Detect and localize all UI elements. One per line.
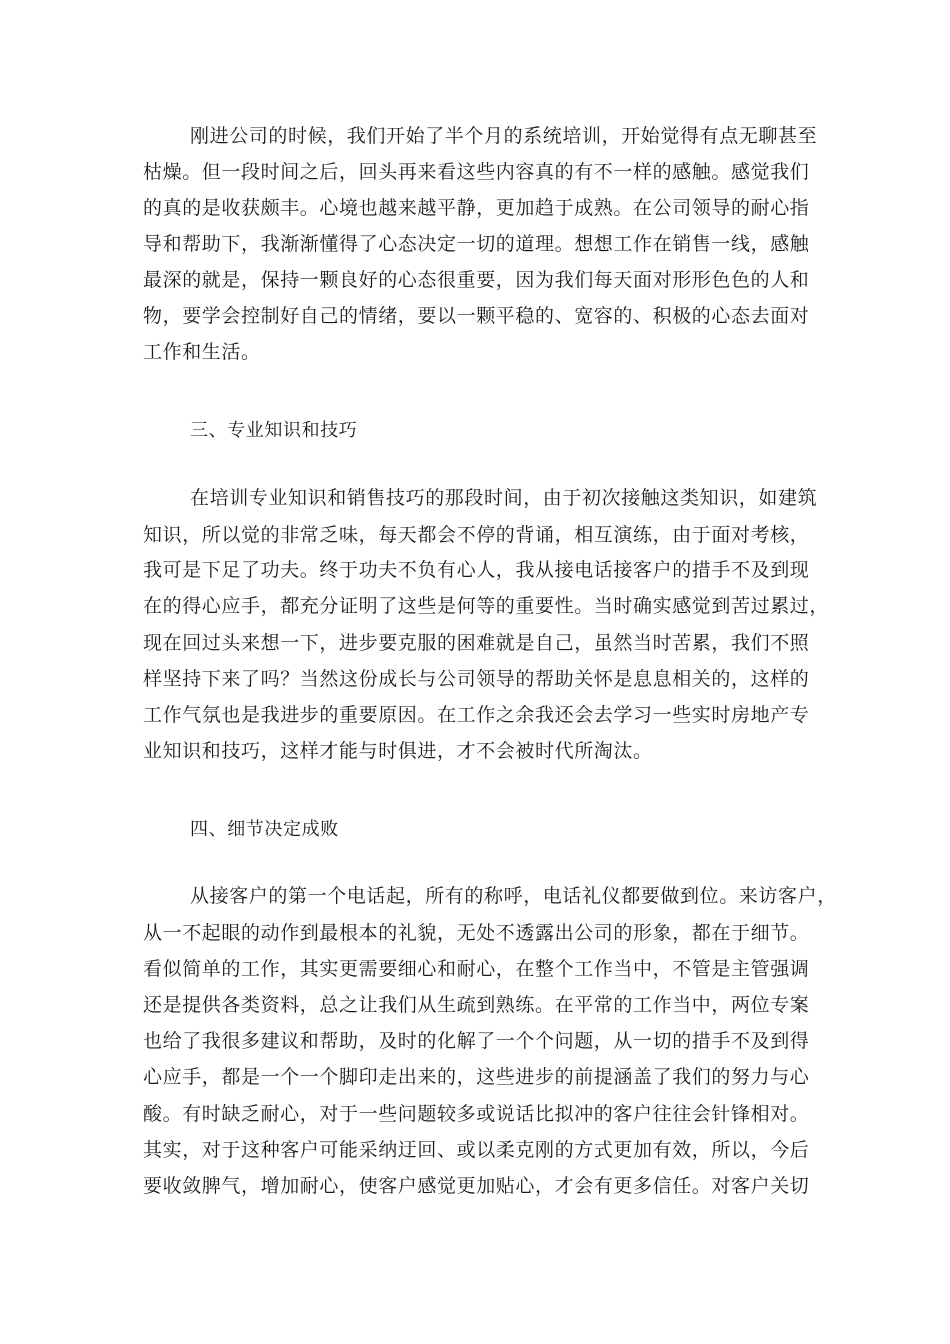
section-heading-4: 四、细节决定成败 (190, 819, 339, 840)
paragraph-line: 还是提供各类资料，总之让我们从生疏到熟练。在平常的工作当中，两位专案 (143, 994, 810, 1016)
paragraph-line: 枯燥。但一段时间之后，回头再来看这些内容真的有不一样的感触。感觉我们 (143, 161, 810, 183)
paragraph-line: 从一不起眼的动作到最根本的礼貌，无处不透露出公司的形象，都在于细节。 (143, 922, 810, 944)
paragraph-line: 心应手，都是一个一个脚印走出来的，这些进步的前提涵盖了我们的努力与心 (143, 1066, 810, 1088)
paragraph-line: 刚进公司的时候，我们开始了半个月的系统培训，开始觉得有点无聊甚至 (190, 125, 818, 147)
paragraph-line: 在的得心应手，都充分证明了这些是何等的重要性。当时确实感觉到苦过累过， (143, 595, 830, 617)
paragraph-line: 工作气氛也是我进步的重要原因。在工作之余我还会去学习一些实时房地产专 (143, 704, 810, 726)
paragraph-line: 样坚持下来了吗？当然这份成长与公司领导的帮助关怀是息息相关的，这样的 (143, 668, 810, 690)
paragraph-line: 从接客户的第一个电话起，所有的称呼，电话礼仪都要做到位。来访客户， (190, 885, 837, 907)
paragraph-line: 我可是下足了功夫。终于功夫不负有心人，我从接电话接客户的措手不及到现 (143, 559, 810, 581)
paragraph-line: 导和帮助下，我渐渐懂得了心态决定一切的道理。想想工作在销售一线，感触 (143, 233, 810, 255)
paragraph-line: 最深的就是，保持一颗良好的心态很重要，因为我们每天面对形形色色的人和 (143, 269, 810, 291)
section-heading-3: 三、专业知识和技巧 (190, 420, 358, 441)
paragraph-line: 看似简单的工作，其实更需要细心和耐心，在整个工作当中，不管是主管强调 (143, 958, 810, 980)
paragraph-line: 知识，所以觉的非常乏味，每天都会不停的背诵，相互演练，由于面对考核， (143, 524, 810, 546)
paragraph-line: 的真的是收获颇丰。心境也越来越平静，更加趋于成熟。在公司领导的耐心指 (143, 197, 810, 219)
paragraph-line: 物，要学会控制好自己的情绪，要以一颗平稳的、宽容的、积极的心态去面对 (143, 305, 810, 327)
paragraph-line: 其实，对于这种客户可能采纳迂回、或以柔克刚的方式更加有效，所以，今后 (143, 1139, 810, 1161)
paragraph-line: 业知识和技巧，这样才能与时俱进，才不会被时代所淘汰。 (143, 740, 653, 762)
paragraph-line: 工作和生活。 (143, 341, 261, 363)
paragraph-line: 在培训专业知识和销售技巧的那段时间，由于初次接触这类知识，如建筑 (190, 487, 818, 509)
paragraph-line: 要收敛脾气，增加耐心，使客户感觉更加贴心，才会有更多信任。对客户关切 (143, 1175, 810, 1197)
paragraph-line: 也给了我很多建议和帮助，及时的化解了一个个问题，从一切的措手不及到得 (143, 1030, 810, 1052)
paragraph-line: 酸。有时缺乏耐心，对于一些问题较多或说话比拟冲的客户往往会针锋相对。 (143, 1103, 810, 1125)
paragraph-line: 现在回过头来想一下，进步要克服的困难就是自己，虽然当时苦累，我们不照 (143, 632, 810, 654)
